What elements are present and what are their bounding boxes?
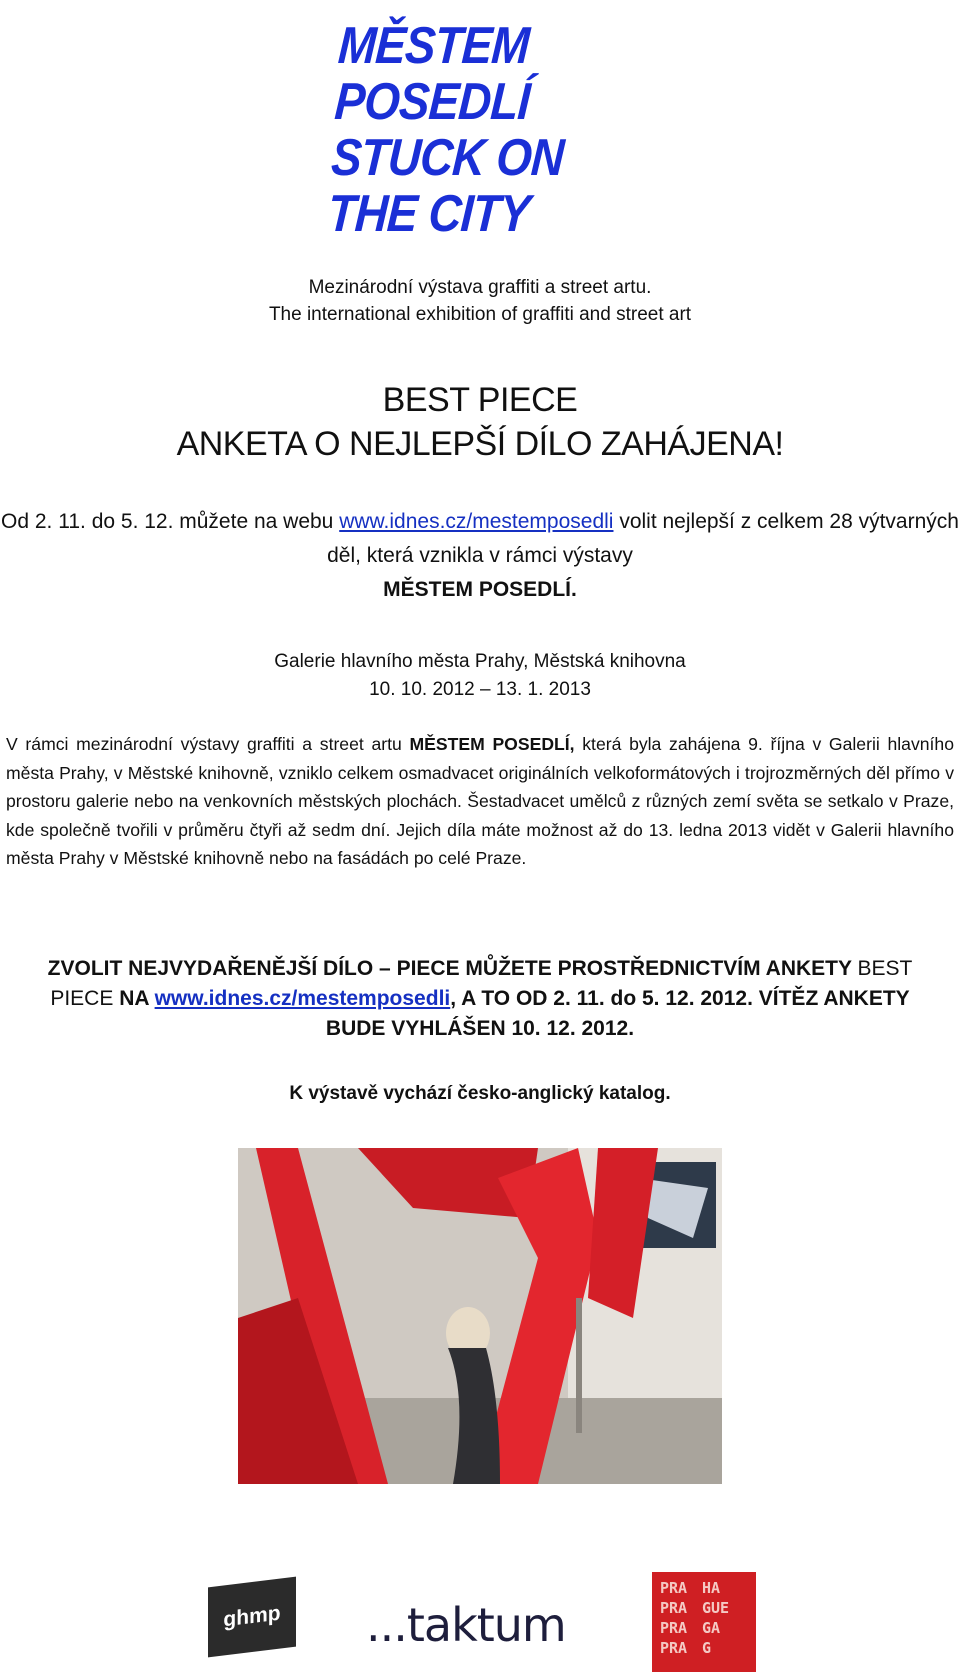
page-title [0, 378, 960, 466]
intro-part1: Od 2. 11. do 5. 12. můžete na webu [1, 510, 340, 533]
venue-name: Galerie hlavního města Prahy, Městská knihovna [274, 651, 686, 672]
praha-text: PRA [660, 1579, 688, 1597]
praha-text: HA [702, 1579, 721, 1597]
vote-idnes-link[interactable]: www.idnes.cz/mestemposedli [154, 987, 451, 1010]
subtitle-cz: Mezinárodní výstava graffiti a street artu. [308, 277, 652, 298]
paragraph-part2: která byla zahájena 9. října v Galerii hlavního města Prahy, v Městské knihovně, vzniklo celkem osmadvacet originálních velkoformátových i trojrozměrných děl přímo v prostoru galerie nebo na venkovních městských plochách. Šestadvacet umělců z různých zemí světa se setkalo v Praze, kde společně tvořili v průměru čtyři až sedm dní. Jejich díla máte možnost až do 13. ledna 2013 vidět v Galerii hlavního města Prahy v Městské knihovně nebo na fasádách po celé Praze. [6, 734, 954, 868]
ghmp-logo-text: ghmp [223, 1601, 281, 1632]
praha-logo [652, 1572, 756, 1672]
praha-row [660, 1598, 756, 1618]
praha-text: GUE [702, 1599, 730, 1617]
vote-announcement [30, 954, 930, 1044]
exhibition-photo [238, 1148, 722, 1484]
taktum-logo: ...taktum [366, 1598, 566, 1652]
praha-row [660, 1618, 756, 1638]
logo-line: STUCK ON [329, 129, 566, 187]
idnes-link[interactable]: www.idnes.cz/mestemposedli [339, 510, 614, 533]
praha-row [660, 1578, 756, 1598]
headline-line2: ANKETA O NEJLEPŠÍ DÍLO ZAHÁJENA! [176, 425, 784, 463]
subtitle [0, 274, 960, 328]
headline-line1: BEST PIECE [382, 381, 578, 419]
logo-line: THE CITY [326, 185, 532, 243]
praha-text: PRA [660, 1619, 688, 1637]
vote-part1: ZVOLIT NEJVYDAŘENĚJŠÍ DÍLO – PIECE MŮŽETE PROSTŘEDNICTVÍM ANKETY [47, 957, 858, 980]
subtitle-en: The international exhibition of graffiti and street art [268, 304, 692, 325]
ghmp-logo [208, 1577, 296, 1658]
exhibition-logo [326, 18, 569, 250]
praha-row [660, 1638, 756, 1658]
vote-part2: NA [113, 987, 155, 1010]
catalog-note: K výstavě vychází česko-anglický katalog. [289, 1083, 671, 1104]
paragraph-part1: V rámci mezinárodní výstavy graffiti a street artu [6, 734, 410, 754]
vote-best-piece: BEST PIECE [50, 957, 913, 1010]
logo-line: POSEDLÍ [333, 73, 532, 131]
logo-line: MĚSTEM [336, 17, 531, 75]
vote-part3: , A TO OD 2. 11. do 5. 12. 2012. VÍTĚZ ANKETY BUDE VYHLÁŠEN 10. 12. 2012. [325, 987, 910, 1040]
intro-part2: volit nejlepší z celkem 28 výtvarných děl, která vznikla v rámci výstavy [327, 510, 959, 567]
intro-exhibition-name: MĚSTEM POSEDLÍ. [383, 578, 577, 601]
venue-info [0, 648, 960, 704]
venue-dates: 10. 10. 2012 – 13. 1. 2013 [369, 679, 591, 700]
artwork-photo-image [238, 1148, 722, 1484]
praha-text: PRA [660, 1599, 688, 1617]
praha-text: GA [702, 1619, 721, 1637]
paragraph-exhibition-name: MĚSTEM POSEDLÍ, [409, 734, 575, 754]
intro-text [0, 505, 960, 607]
description-paragraph [6, 730, 954, 873]
praha-text: PRA [660, 1639, 688, 1657]
praha-text: G [702, 1639, 712, 1657]
